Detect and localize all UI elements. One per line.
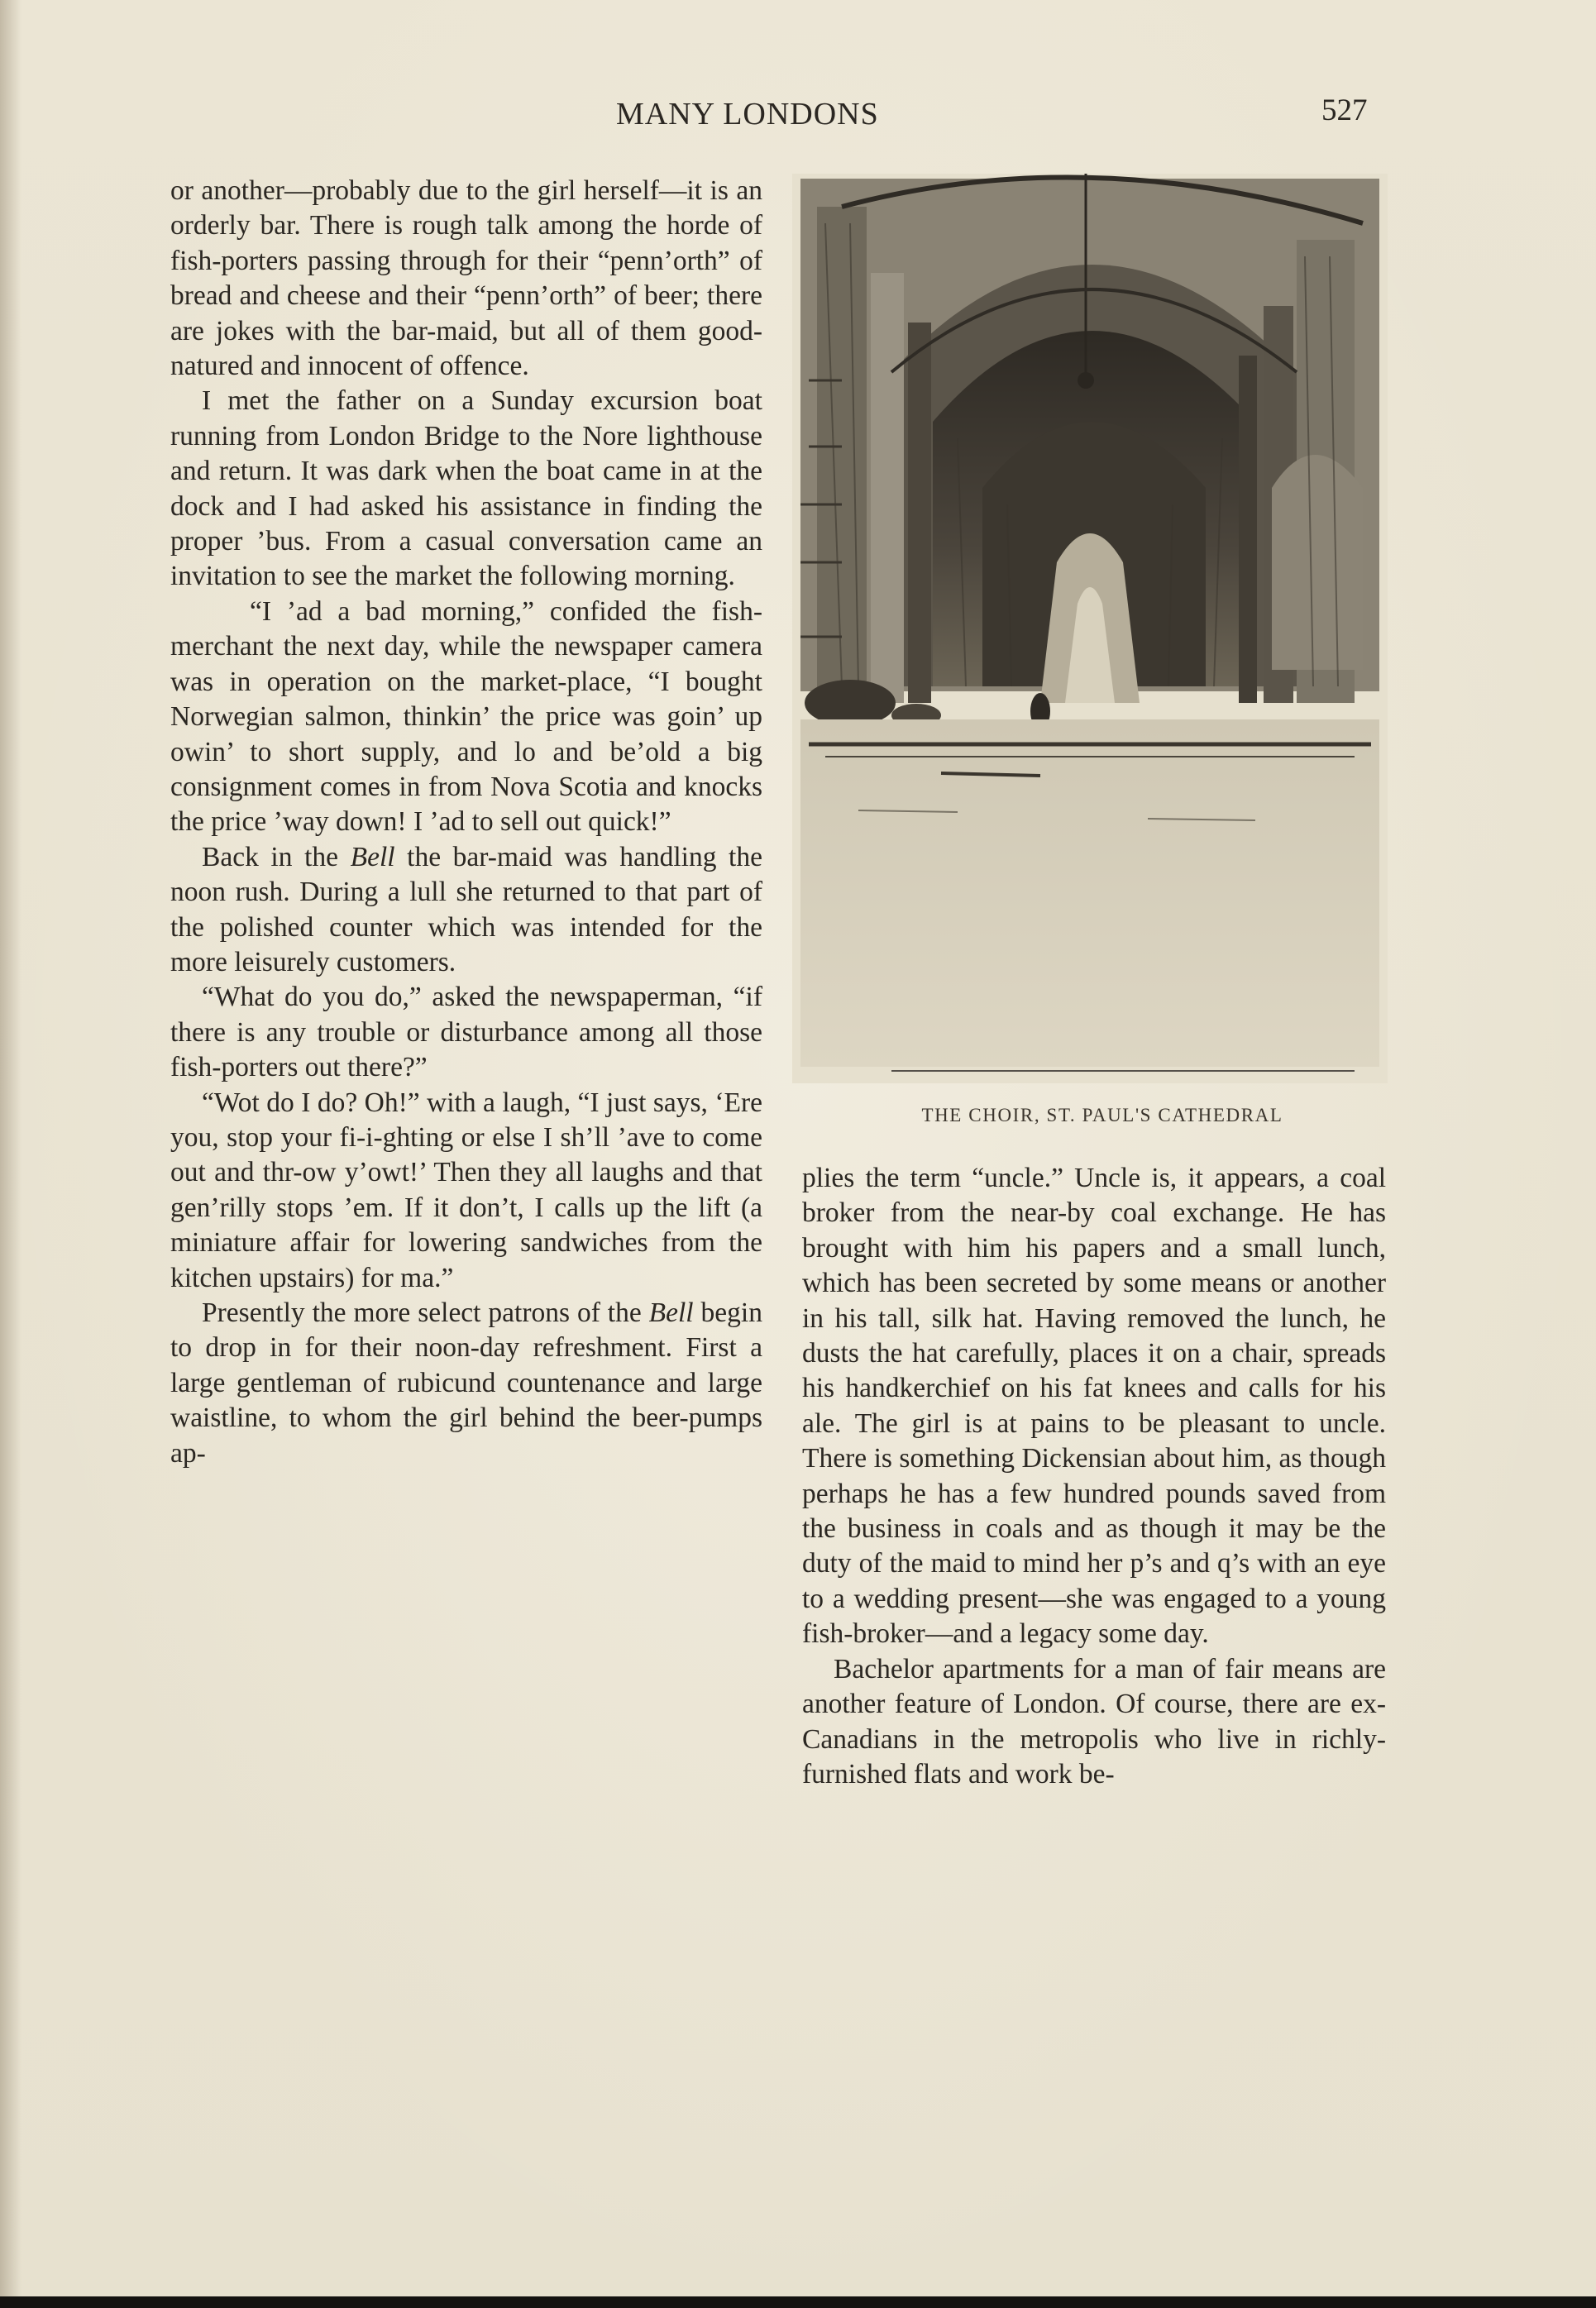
paragraph: or another—probably due to the girl herself—it is an orderly bar. There is rough talk among the horde of fish-porters passing through for their “penn’orth” of bread and cheese and their “penn’orth” of beer; there are jokes with the bar-maid, but all of them good-natured and innocent of offence. <box>170 175 762 382</box>
running-title: MANY LONDONS <box>616 97 879 131</box>
page-gutter-shadow <box>0 0 22 2308</box>
right-column <box>802 1161 1386 1792</box>
cathedral-drawing <box>792 174 1388 1083</box>
paragraph: Bachelor apartments for a man of fair means are another feature of London. Of course, there are ex-Canadians in the metropolis who live in richly-furnished flats and work be- <box>802 1653 1386 1790</box>
left-column <box>170 174 762 1471</box>
text-run: the bar-maid was handling the noon rush. During a lull she returned to that part of the polished counter which was intended for the more leisurely customers. <box>170 841 762 977</box>
page-header <box>0 89 1596 139</box>
pub-name-italic: Bell <box>648 1297 694 1328</box>
paragraph: “Wot do I do? Oh!” with a laugh, “I just says, ‘Ere you, stop your fi-i-ghting or else I sh’ll ’ave to come out and thr-ow y’owt!’ Then they all laughs and that gen’rilly stops ’em. If it don’t, I calls up the lift (a miniature affair for lowering sandwiches from the kitchen upstairs) for ma.” <box>170 1087 762 1293</box>
paragraph: I met the father on a Sunday excursion boat running from London Bridge to the Nore lighthouse and return. It was dark when the boat came in at the dock and I had asked his assistance in finding the proper ’bus. From a casual conversation came an invitation to see the market the following morning. <box>170 385 762 592</box>
paragraph: “I ’ad a bad morning,” confided the fish-merchant the next day, while the newspaper camera was in operation on the market-place, “I bought Norwegian salmon, thinkin’ the price was goin’ up owin’ to short supply, and lo and be’old a big consignment comes in from Nova Scotia and knocks the price ’way down! I ’ad to sell out quick!” <box>170 595 762 838</box>
text-run: Back in the <box>202 841 351 872</box>
paragraph: plies the term “uncle.” Uncle is, it appears, a coal broker from the near-by coal exchange. He has brought with him his papers and a small lunch, which has been secreted by some means or another in his tall, silk hat. Having removed the lunch, he dusts the hat carefully, places it on a chair, spreads his handkerchief on his fat knees and calls for his ale. The girl is at pains to be pleasant to uncle. There is something Dickensian about him, as though perhaps he has a few hundred pounds saved from the business in coals and as though it may be the duty of the maid to mind her p’s and q’s with an eye to a wedding present—she was engaged to a young fish-broker—and a legacy some day. <box>802 1163 1386 1650</box>
pub-name-italic: Bell <box>350 841 395 872</box>
cathedral-illustration <box>792 174 1388 1083</box>
page-bottom-edge <box>0 2296 1596 2308</box>
paragraph <box>170 840 762 981</box>
paragraph <box>170 1296 762 1471</box>
text-run: begin to drop in for their noon-day refreshment. First a large gentleman of rubicund countenance and large waistline, to whom the girl behind the beer-pumps ap- <box>170 1297 762 1469</box>
paragraph: “What do you do,” asked the newspaperman, “if there is any trouble or disturbance among all those fish-porters out there?” <box>170 982 762 1083</box>
page-number: 527 <box>1321 93 1368 127</box>
text-run: Presently the more select patrons of the <box>202 1297 649 1328</box>
figure-caption: THE CHOIR, ST. PAUL'S CATHEDRAL <box>921 1105 1283 1125</box>
